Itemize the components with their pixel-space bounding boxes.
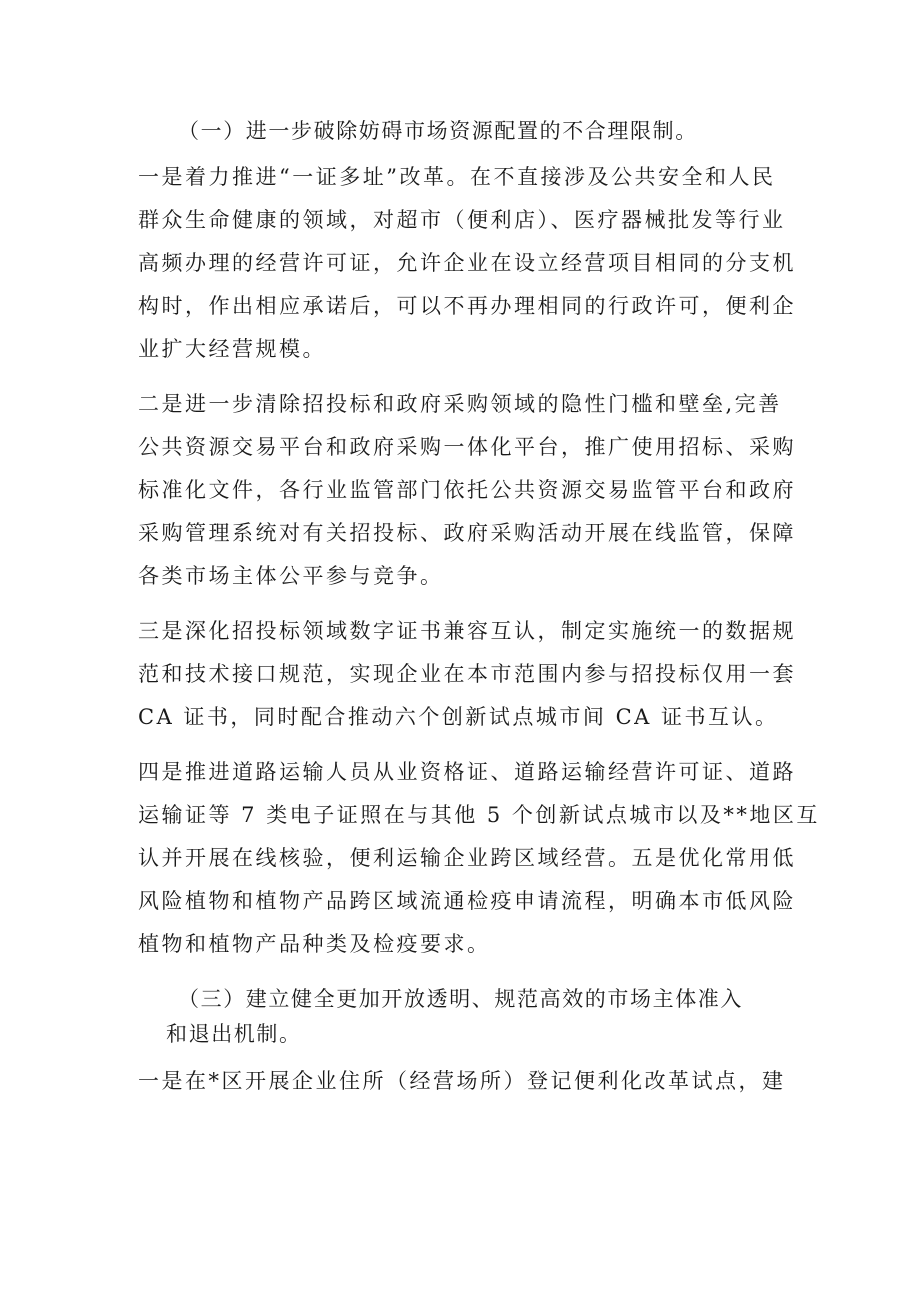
paragraph-line: 采购管理系统对有关招投标、政府采购活动开展在线监管，保障 (138, 521, 796, 545)
paragraph-line: 运输证等 7 类电子证照在与其他 5 个创新试点城市以及**地区互 (138, 803, 820, 827)
paragraph-line: 业扩大经营规模。 (138, 337, 326, 361)
paragraph-line: 三是深化招投标领域数字证书兼容互认，制定实施统一的数据规 (138, 619, 796, 643)
section-heading: （三）建立健全更加开放透明、规范高效的市场主体准入 (178, 987, 743, 1011)
paragraph-line: 四是推进道路运输人员从业资格证、道路运输经营许可证、道路 (138, 760, 796, 784)
paragraph-line: 标准化文件，各行业监管部门依托公共资源交易监管平台和政府 (138, 478, 796, 502)
paragraph-line: 一是着力推进“一证多址”改革。在不直接涉及公共安全和人民 (138, 165, 776, 189)
paragraph-line: 构时，作出相应承诺后，可以不再办理相同的行政许可，便利企 (138, 294, 796, 318)
paragraph-line: 风险植物和植物产品跨区域流通检疫申请流程，明确本市低风险 (138, 889, 796, 913)
section-heading-continuation: 和退出机制。 (166, 1022, 302, 1046)
paragraph-line: 一是在*区开展企业住所（经营场所）登记便利化改革试点，建 (138, 1069, 786, 1093)
paragraph-line: 范和技术接口规范，实现企业在本市范围内参与招投标仅用一套 (138, 662, 796, 686)
paragraph-line: 植物和植物产品种类及检疫要求。 (138, 932, 491, 956)
paragraph-line: 群众生命健康的领域，对超市（便利店）、医疗器械批发等行业 (138, 208, 786, 232)
paragraph-line: 公共资源交易平台和政府采购一体化平台，推广使用招标、采购 (138, 435, 796, 459)
paragraph-line: 高频办理的经营许可证，允许企业在设立经营项目相同的分支机 (138, 251, 796, 275)
paragraph-line: 二是进一步清除招投标和政府采购领域的隐性门槛和壁垒,完善 (138, 392, 782, 416)
section-heading: （一）进一步破除妨碍市场资源配置的不合理限制。 (178, 119, 698, 143)
paragraph-line: 各类市场主体公平参与竞争。 (138, 564, 444, 588)
paragraph-line: 认并开展在线核验，便利运输企业跨区域经营。五是优化常用低 (138, 846, 796, 870)
paragraph-line: CA 证书，同时配合推动六个创新试点城市间 CA 证书互认。 (138, 705, 779, 729)
